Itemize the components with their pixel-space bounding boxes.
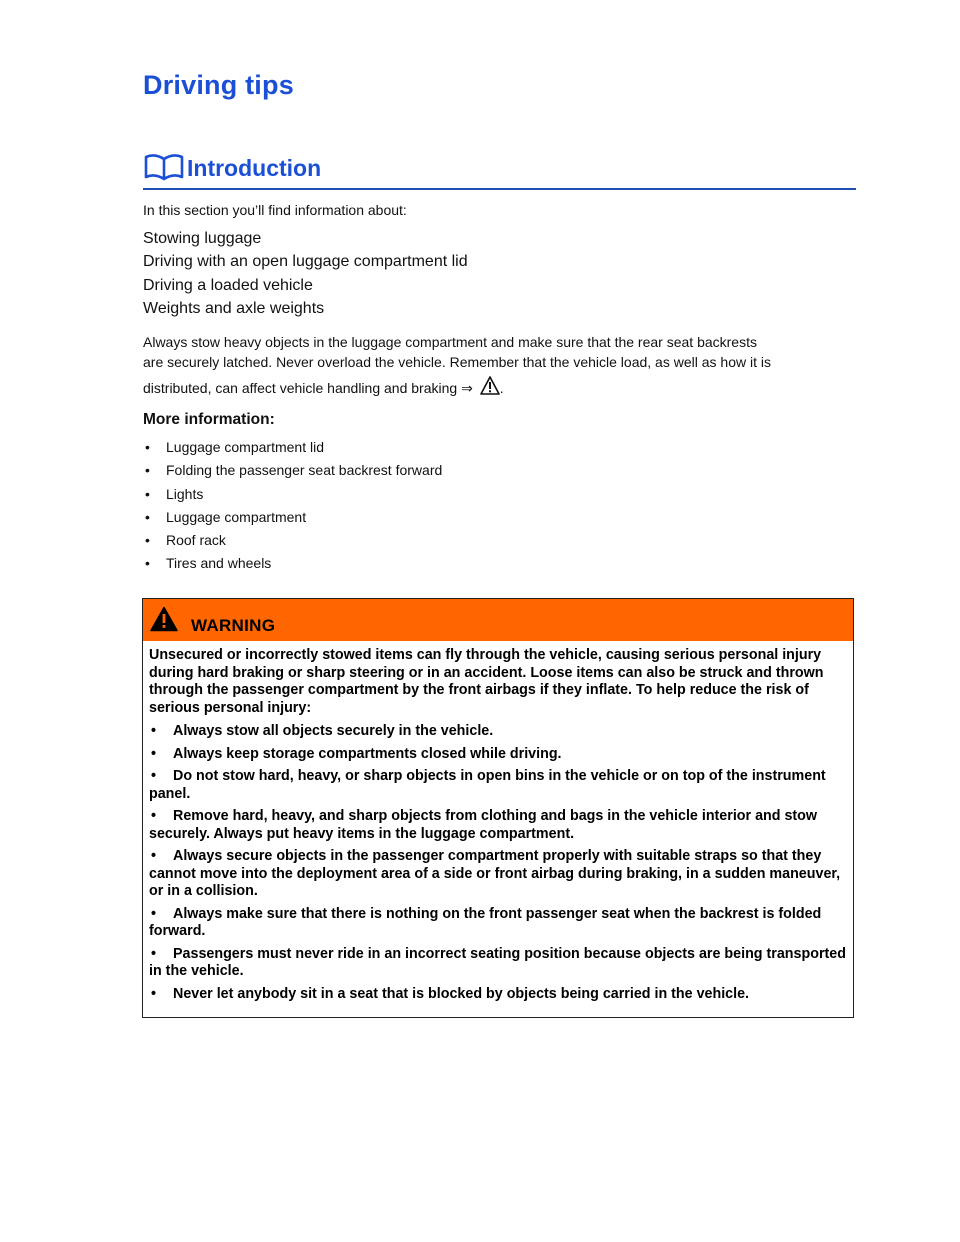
bullet: • xyxy=(145,532,150,549)
paragraph-line xyxy=(143,376,855,398)
warning-item-text: Remove hard, heavy, and sharp objects from clothing and bags in the vehicle interior and stow securely. Always put heavy items in the luggage compartment. xyxy=(149,808,818,842)
more-info-item-label: Tires and wheels xyxy=(166,555,272,572)
bullet: • xyxy=(151,905,157,922)
section-heading xyxy=(143,150,856,190)
warning-item-text: Do not stow hard, heavy, or sharp objects in open bins in the vehicle or on top of the instrument panel. xyxy=(149,768,826,802)
paragraph-end: . xyxy=(499,380,504,396)
more-info-item[interactable] xyxy=(143,436,442,459)
section-title: Introduction xyxy=(187,155,322,181)
bullet: • xyxy=(151,808,157,824)
warning-item-text: Always make sure that there is nothing on the front passenger seat when the backrest is folded forward. xyxy=(149,905,822,939)
warning-triangle-icon xyxy=(150,606,178,632)
warning-body xyxy=(149,647,849,1008)
paragraph-line: Always stow heavy objects in the luggage compartment and make sure that the rear seat backrests xyxy=(143,334,757,350)
bullet: • xyxy=(151,723,157,739)
open-book-icon xyxy=(143,152,187,182)
more-info-item-label: Folding the passenger seat backrest forward xyxy=(166,462,443,479)
warning-item xyxy=(149,848,849,901)
warning-triangle-icon[interactable] xyxy=(480,376,500,395)
warning-item xyxy=(149,986,849,1004)
bullet: • xyxy=(151,768,157,784)
warning-item-text: Never let anybody sit in a seat that is blocked by objects being carried in the vehicle. xyxy=(173,985,750,1002)
bullet: • xyxy=(145,462,150,479)
more-info-item[interactable] xyxy=(143,529,442,552)
more-info-item-label: Luggage compartment lid xyxy=(166,439,324,455)
bullet: • xyxy=(151,745,157,762)
warning-label: WARNING xyxy=(191,616,276,635)
warning-item-text: Always stow all objects securely in the vehicle. xyxy=(173,723,494,739)
warning-item xyxy=(149,946,849,981)
topic-item: Driving with an open luggage compartment lid xyxy=(143,253,468,271)
warning-item-text: Passengers must never ride in an incorrect seating position because objects are being transported in the vehicle. xyxy=(149,945,846,979)
paragraph-line-text: distributed, can affect vehicle handling and braking ⇒ xyxy=(143,380,473,396)
warning-item xyxy=(149,746,849,764)
warning-item-text: Always keep storage compartments closed while driving. xyxy=(173,745,562,762)
warning-item xyxy=(149,768,849,803)
topic-list xyxy=(143,227,468,320)
lead-text: In this section you’ll find information about: xyxy=(143,202,407,218)
bullet: • xyxy=(145,508,150,525)
warning-item xyxy=(149,906,849,941)
paragraph-line: are securely latched. Never overload the vehicle. Remember that the vehicle load, as well as how it is xyxy=(143,354,771,370)
bullet: • xyxy=(151,985,157,1002)
more-info-item[interactable] xyxy=(143,459,442,482)
warning-box xyxy=(142,598,854,1018)
topic-item: Stowing luggage xyxy=(143,230,262,247)
topic-item: Driving a loaded vehicle xyxy=(143,276,313,294)
warning-item xyxy=(149,723,849,741)
bullet: • xyxy=(145,555,150,572)
warning-item xyxy=(149,808,849,843)
warning-intro: Unsecured or incorrectly stowed items can fly through the vehicle, causing serious personal injury during hard braking or sharp steering or in an accident. Loose items can also be struck and thrown through the passenger compartment by the front airbags if they inflate. To help reduce the risk of serious personal injury: xyxy=(149,647,824,716)
more-info-item[interactable] xyxy=(143,506,442,529)
more-info-list xyxy=(143,436,442,576)
body-paragraph xyxy=(143,332,855,398)
warning-item-text: Always secure objects in the passenger compartment properly with suitable straps so that they cannot move into the deployment area of a side or front airbag during braking, in a sudden maneuver, or in a collision. xyxy=(149,848,841,899)
bullet: • xyxy=(151,848,157,864)
more-info-item-label: Roof rack xyxy=(166,532,226,549)
bullet: • xyxy=(145,439,150,455)
bullet: • xyxy=(145,485,150,502)
more-info-item[interactable] xyxy=(143,483,442,506)
more-info-heading: More information: xyxy=(143,411,275,428)
page-title: Driving tips xyxy=(143,70,294,100)
more-info-item-label: Luggage compartment xyxy=(166,508,307,525)
more-info-item-label: Lights xyxy=(166,485,204,502)
warning-header xyxy=(143,599,853,641)
topic-item: Weights and axle weights xyxy=(143,299,325,317)
more-info-item[interactable] xyxy=(143,552,442,575)
bullet: • xyxy=(151,945,157,962)
